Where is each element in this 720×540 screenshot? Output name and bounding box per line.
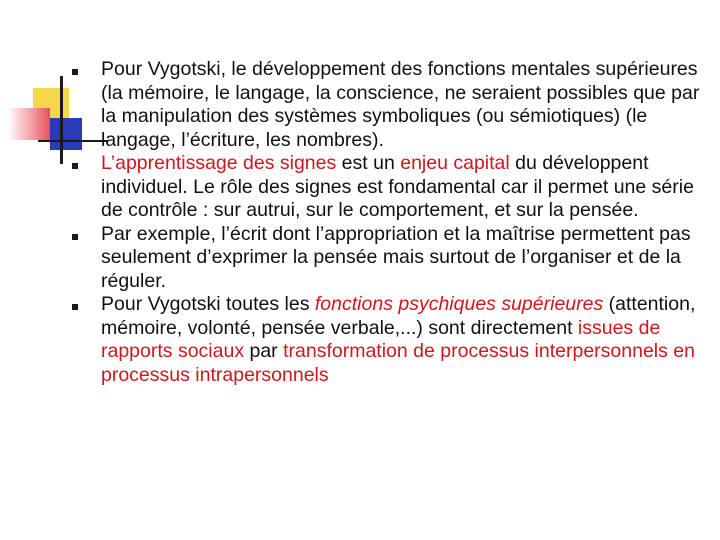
text-segment: Pour Vygotski, le développement des fonctions mentales supérieures (la mémoire, le langage, la conscience, ne seraient possibles que par la manipulation des systèmes symboliques (ou sémiotiques) (le langage, l’écriture, les nombres).: [101, 58, 700, 151]
text-segment: Pour Vygotski toutes les: [101, 293, 315, 315]
highlighted-italic-segment: fonctions psychiques supérieures: [314, 293, 604, 315]
bullet-square-icon: [72, 69, 78, 75]
bullet-item: [72, 152, 718, 223]
highlighted-segment: issues de rapports sociaux: [101, 316, 661, 362]
text-segment: est un: [336, 152, 401, 174]
bullet-square-icon: [72, 234, 78, 240]
bullet-item: [72, 58, 718, 152]
vertical-line-shape: [60, 76, 63, 164]
bullet-text: [101, 223, 691, 292]
bullet-item: [72, 223, 718, 294]
highlighted-segment: L’apprentissage des signes: [101, 152, 337, 174]
highlighted-segment: transformation de processus interpersonnels en processus intrapersonnels: [101, 340, 695, 386]
bullet-text: [101, 293, 695, 386]
bullet-text: [101, 58, 699, 151]
red-gradient-shape: [8, 108, 50, 140]
highlighted-segment: enjeu capital: [400, 152, 510, 174]
bullet-square-icon: [72, 304, 78, 310]
bullet-text: [101, 152, 694, 221]
bullet-item: [72, 293, 718, 387]
text-segment: (attention, mémoire, volonté, pensée verbale,...) sont directement: [101, 293, 696, 339]
text-segment: Par exemple, l’écrit dont l’appropriation et la maîtrise permettent pas seulement d’exprimer la pensée mais surtout de l’organiser et de la réguler.: [101, 222, 691, 292]
text-segment: par: [244, 340, 284, 362]
bullet-square-icon: [72, 163, 78, 169]
slide-body: [72, 58, 718, 387]
text-segment: du développent individuel. Le rôle des signes est fondamental car il permet une série de contrôle : sur autrui, sur le comportement, et sur la pensée.: [101, 152, 694, 221]
